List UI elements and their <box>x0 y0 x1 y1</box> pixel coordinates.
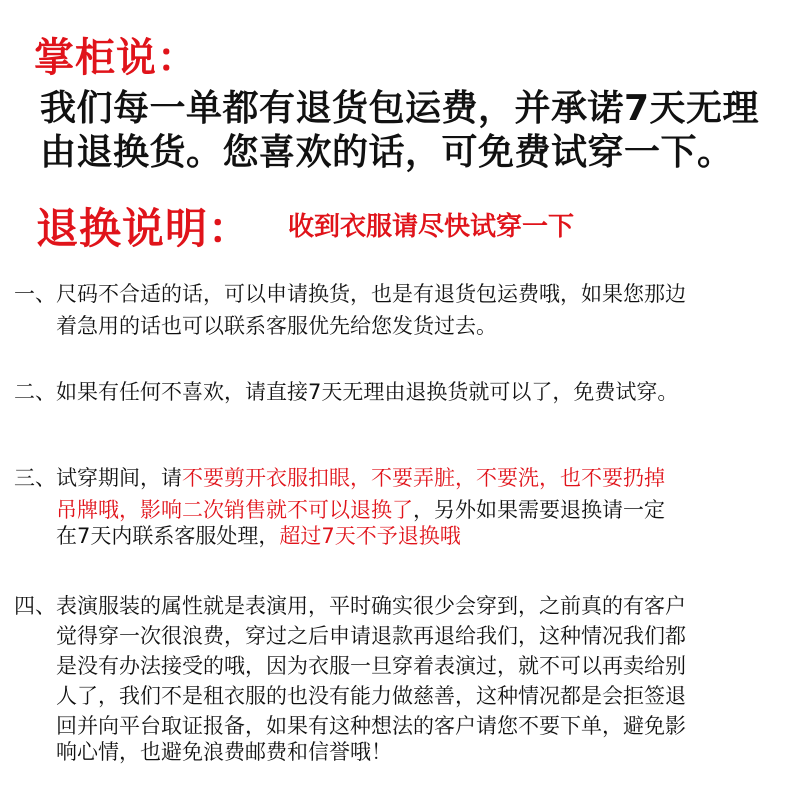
item-four-text-5: 回并向平台取证报备，如果有这种想法的客户请您不要下单，避免影 <box>56 714 686 738</box>
item-four-text-4: 人了，我们不是租衣服的也没有能力做慈善，这种情况都是会拒签退 <box>56 684 686 708</box>
item-one-line-1 <box>14 278 686 310</box>
item-two-line-1 <box>14 376 678 408</box>
item-four-text-6: 响心情，也避免浪费邮费和信誉哦！ <box>56 740 392 764</box>
shopkeeper-title: 掌柜说： <box>34 35 198 81</box>
item-two-number: 二、 <box>14 380 56 404</box>
item-three-text-2b: ，另外如果需要退换请一定 <box>413 498 665 522</box>
return-policy-note: 收到衣服请尽快试穿一下 <box>288 212 575 242</box>
item-four-text-2: 觉得穿一次很浪费，穿过之后申请退款再退给我们，这种情况我们都 <box>56 624 686 648</box>
item-three-line-3 <box>56 520 461 552</box>
lead-line-2: 由退换货。您喜欢的话，可免费试穿一下。 <box>40 132 734 173</box>
item-four-number: 四、 <box>14 594 56 618</box>
lead-line-1: 我们每一单都有退货包运费，并承诺7天无理 <box>40 88 760 129</box>
item-three-line-1 <box>14 462 665 494</box>
item-four-line-1 <box>14 590 686 622</box>
item-three-text-3a: 在7天内联系客服处理， <box>56 524 280 548</box>
item-three-text-1a: 试穿期间，请 <box>56 466 182 490</box>
item-four-text-1: 表演服装的属性就是表演用，平时确实很少会穿到，之前真的有客户 <box>56 594 686 618</box>
item-three-warning-1: 不要剪开衣服扣眼，不要弄脏，不要洗，也不要扔掉 <box>182 466 665 490</box>
item-two-text-1: 如果有任何不喜欢，请直接7天无理由退换货就可以了，免费试穿。 <box>56 380 679 404</box>
item-three-warning-2: 吊牌哦，影响二次销售就不可以退换了 <box>56 498 413 522</box>
item-three-warning-3: 超过7天不予退换哦 <box>279 524 461 548</box>
item-three-number: 三、 <box>14 466 56 490</box>
item-four-text-3: 是没有办法接受的哦，因为衣服一旦穿着表演过，就不可以再卖给别 <box>56 654 686 678</box>
return-policy-title: 退换说明： <box>36 204 252 253</box>
item-one-text-2: 着急用的话也可以联系客服优先给您发货过去。 <box>56 314 497 338</box>
item-one-number: 一、 <box>14 282 56 306</box>
item-one-text-1: 尺码不合适的话，可以申请换货，也是有退货包运费哦，如果您那边 <box>56 282 686 306</box>
